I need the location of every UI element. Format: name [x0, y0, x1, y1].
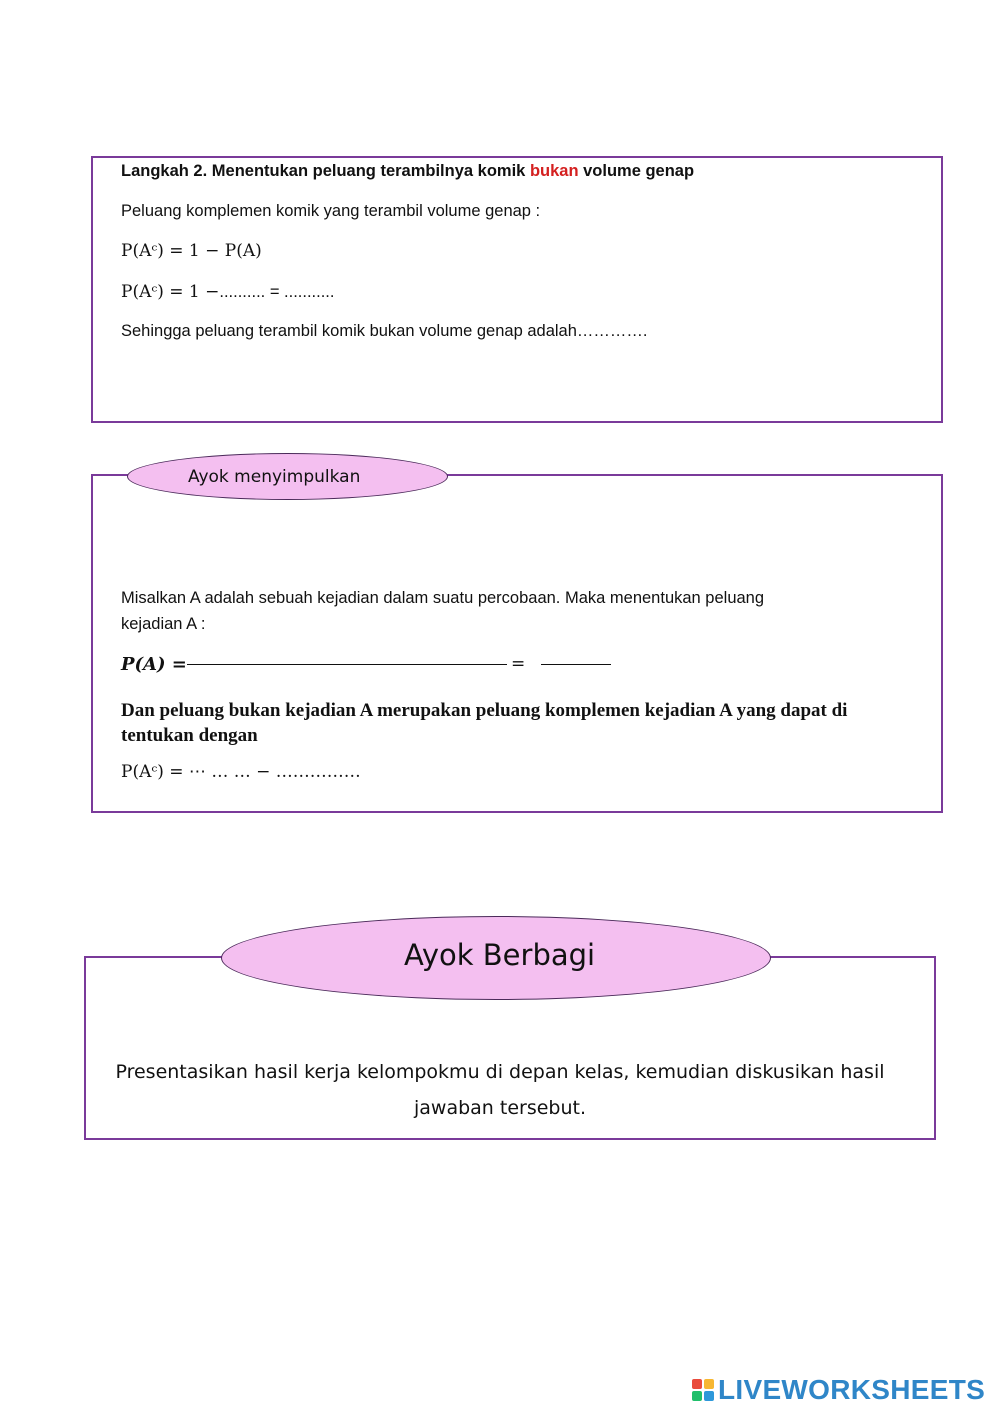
complement-formula: P(Aᶜ) = ⋯ … … − ……………: [121, 762, 361, 782]
step2-conclusion: Sehingga peluang terambil komik bukan volume genap adalah………….: [121, 322, 648, 340]
step2-title-part1: Langkah 2. Menentukan peluang terambilnya komik: [121, 162, 530, 180]
step2-formula-1: P(Aᶜ) = 1 − P(A): [121, 241, 262, 261]
step2-title: [121, 162, 694, 181]
pa-equals: =: [511, 654, 526, 674]
liveworksheets-logo: [692, 1374, 985, 1406]
brand-name: LIVEWORKSHEETS: [718, 1374, 986, 1405]
share-badge-label: Ayok Berbagi: [404, 938, 596, 972]
brand-square-red: [692, 1379, 702, 1389]
step2-formula-2-left: P(Aᶜ) = 1 −: [121, 282, 220, 302]
step2-formula-2: [121, 282, 334, 302]
fraction-line-short: [541, 664, 611, 665]
brand-square-blue: [704, 1391, 714, 1401]
step2-intro: Peluang komplemen komik yang terambil volume genap :: [121, 202, 541, 220]
conclude-badge-label: Ayok menyimpulkan: [188, 467, 361, 487]
step2-formula-2-blank: .......... = ...........: [219, 283, 335, 301]
brand-square-green: [692, 1391, 702, 1401]
step2-title-part2: volume genap: [578, 162, 695, 180]
share-text: Presentasikan hasil kerja kelompokmu di depan kelas, kemudian diskusikan hasil jawaban tersebut.: [115, 1061, 885, 1119]
pa-label: P(A) =: [121, 654, 187, 675]
step2-title-highlight: bukan: [529, 162, 579, 180]
brand-square-yellow: [704, 1379, 714, 1389]
conclude-paragraph-line2: kejadian A :: [121, 615, 206, 633]
fraction-line-long: [187, 664, 507, 665]
conclude-paragraph-line1: Misalkan A adalah sebuah kejadian dalam suatu percobaan. Maka menentukan peluang: [121, 589, 765, 607]
complement-text: Dan peluang bukan kejadian A merupakan peluang komplemen kejadian A yang dapat di tentukan dengan: [121, 700, 848, 746]
brand-mark-icon: [692, 1379, 714, 1401]
